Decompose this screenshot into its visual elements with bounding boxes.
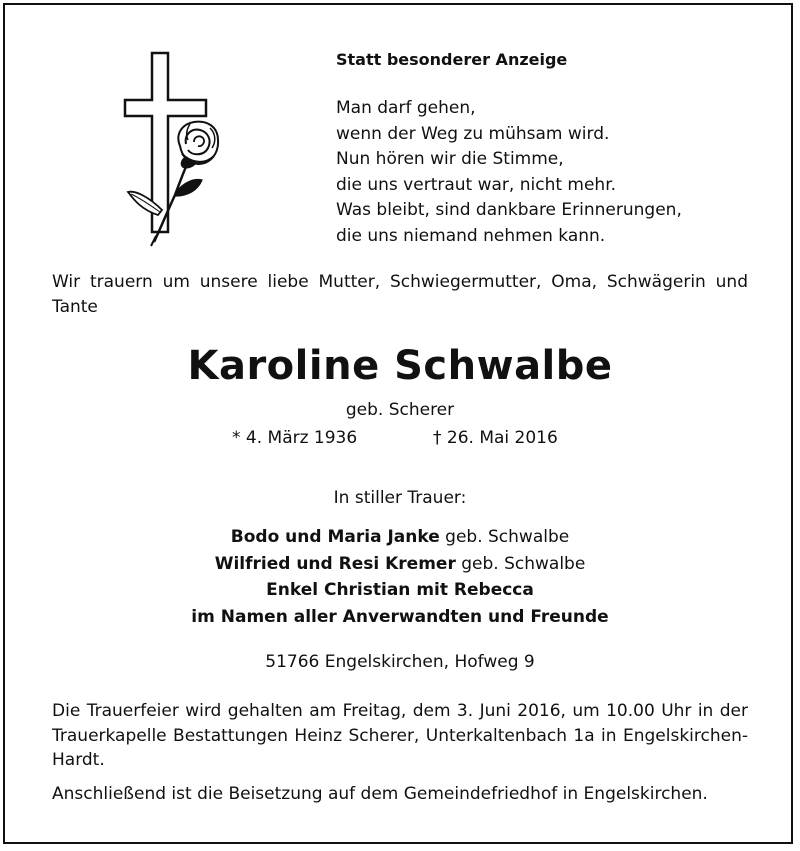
mourner-entry bbox=[0, 551, 800, 578]
intro-text: Wir trauern um unsere liebe Mutter, Schwiegermutter, Oma, Schwägerin und Tante bbox=[52, 272, 748, 317]
cross-with-rose-icon bbox=[120, 50, 230, 250]
poem-line: Nun hören wir die Stimme, bbox=[336, 149, 564, 169]
mourner-note: geb. Schwalbe bbox=[455, 553, 586, 574]
mourners-label: In stiller Trauer: bbox=[333, 488, 467, 508]
mourner-names: Enkel Christian mit Rebecca bbox=[266, 580, 534, 600]
ceremony-text: Die Trauerfeier wird gehalten am Freitag, dem 3. Juni 2016, um 10.00 Uhr in der Trauerkapelle Bestattungen Heinz Scherer, Unterkaltenbach 1a in Engelskirchen-Hardt. bbox=[52, 701, 748, 770]
poem-line: Was bleibt, sind dankbare Erinnerungen, bbox=[336, 200, 682, 220]
poem bbox=[336, 96, 682, 249]
notice-heading: Statt besonderer Anzeige bbox=[336, 50, 568, 69]
mourner-entry bbox=[0, 524, 800, 551]
mourner-note: geb. Schwalbe bbox=[439, 527, 570, 547]
poem-line: Man darf gehen, bbox=[336, 98, 476, 118]
burial-text: Anschließend ist die Beisetzung auf dem Gemeindefriedhof in Engelskirchen. bbox=[52, 784, 708, 804]
mourner-names: Bodo und Maria Janke bbox=[230, 527, 440, 547]
poem-line: die uns vertraut war, nicht mehr. bbox=[336, 174, 617, 195]
death-date: † 26. Mai 2016 bbox=[433, 428, 558, 448]
mourner-names: im Namen aller Anverwandten und Freunde bbox=[191, 606, 609, 627]
mourner-entry bbox=[0, 604, 800, 631]
deceased-name: Karoline Schwalbe bbox=[187, 343, 613, 389]
mourners-list bbox=[0, 524, 800, 630]
mourner-names: Wilfried und Resi Kremer bbox=[214, 553, 456, 574]
family-address: 51766 Engelskirchen, Hofweg 9 bbox=[265, 652, 535, 672]
birth-date: * 4. März 1936 bbox=[232, 428, 358, 448]
poem-line: die uns niemand nehmen kann. bbox=[336, 225, 606, 246]
mourner-entry bbox=[0, 577, 800, 604]
maiden-name: geb. Scherer bbox=[345, 400, 455, 420]
poem-line: wenn der Weg zu mühsam wird. bbox=[336, 123, 610, 144]
